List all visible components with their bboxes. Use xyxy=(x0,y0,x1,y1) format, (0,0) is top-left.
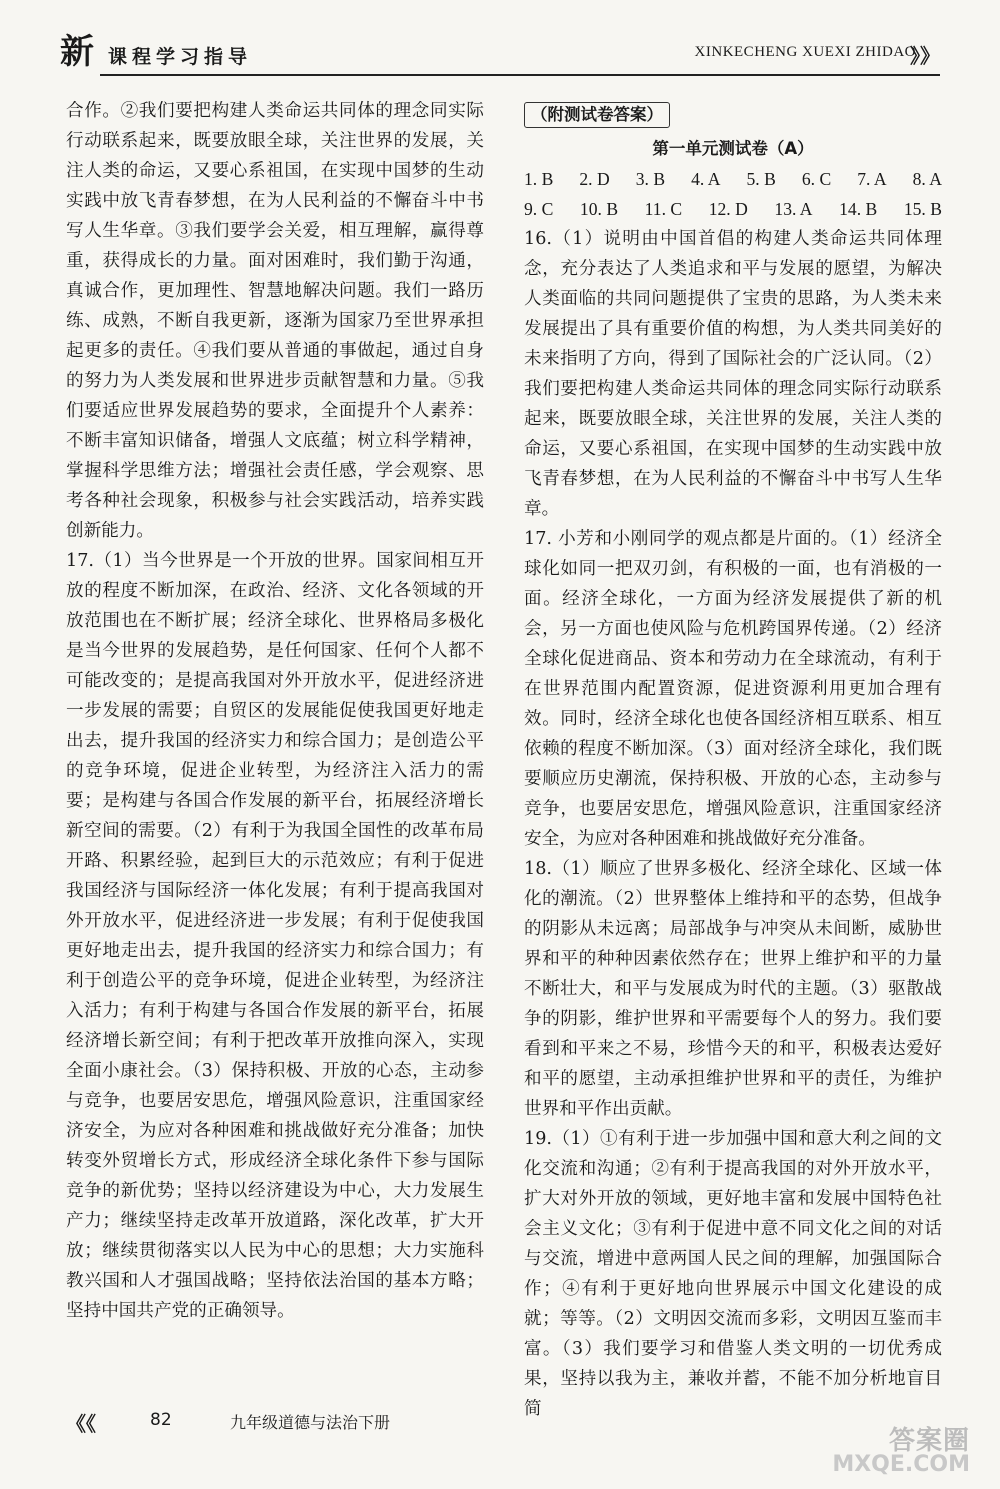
mc-answer: 12. D xyxy=(708,199,748,219)
watermark-logo: 答案圈 xyxy=(888,1426,970,1456)
right-paragraph: 18.（1）顺应了世界多极化、经济全球化、区域一体化的潮流。（2）世界整体上维持和平的态势，但战争的阴影从未远离；局部战争与冲突从未间断，威胁世界和平的种种因素依然存在；世界上维护和平的力量不断壮大，和平与发展成为时代的主题。（3）驱散战争的阴影，维护世界和平需要每个人的努力。我们要看到和平来之不易，珍惜今天的和平，积极表达爱好和平的愿望，主动承担维护世界和平的责任，为维护世界和平作出贡献。 xyxy=(524,859,942,1119)
mc-answer: 14. B xyxy=(839,199,878,219)
mc-answer: 8. A xyxy=(912,169,942,189)
mc-answer: 5. B xyxy=(746,169,776,189)
mc-answer: 4. A xyxy=(691,169,721,189)
page-footer xyxy=(66,1408,566,1438)
left-paragraph: 合作。②我们要把构建人类命运共同体的理念同实际行动联系起来，既要放眼全球，关注世界的发展，关注人类的命运，又要心系祖国，在实现中国梦的生动实践中放飞青春梦想，在为人民利益的不懈奋斗中书写人生华章。③我们要学会关爱，相互理解，赢得尊重，获得成长的力量。面对困难时，我们勤于沟通，真诚合作，更加理性、智慧地解决问题。我们一路历练、成熟，不断自我更新，逐渐为国家乃至世界承担起更多的责任。④我们要从普通的事做起，通过自身的努力为人类发展和世界进步贡献智慧和力量。⑤我们要适应世界发展趋势的要求，全面提升个人素养：不断丰富知识储备，增强人文底蕴；树立科学精神，掌握科学思维方法；增强社会责任感，学会观察、思考各种社会现象，积极参与社会实践活动，培养实践创新能力。 xyxy=(66,101,484,541)
appendix-title: （附测试卷答案） xyxy=(524,102,670,128)
mc-answer: 9. C xyxy=(524,199,554,219)
header-logo: 新 xyxy=(60,32,94,72)
right-paragraph: 17. 小芳和小刚同学的观点都是片面的。（1）经济全球化如同一把双刃剑，有积极的一面，也有消极的一面。经济全球化，一方面为经济发展提供了新的机会，另一方面也使风险与危机跨国界传递。（2）经济全球化促进商品、资本和劳动力在全球流动，有利于在世界范围内配置资源，促进资源利用更加合理有效。同时，经济全球化也使各国经济相互联系、相互依赖的程度不断加深。（3）面对经济全球化，我们既要顺应历史潮流，保持积极、开放的心态，主动参与竞争，也要居安思危，增强风险意识，注重国家经济安全，为应对各种困难和挑战做好充分准备。 xyxy=(524,529,942,849)
mc-answers-row xyxy=(524,194,942,224)
mc-answer: 3. B xyxy=(635,169,666,189)
mc-answer: 13. A xyxy=(774,199,813,219)
mc-answer: 2. D xyxy=(579,169,610,189)
right-paragraph: 16.（1）说明由中国首倡的构建人类命运共同体理念，充分表达了人类追求和平与发展的愿望，为解决人类面临的共同问题提供了宝贵的思路，为人类未来发展提出了具有重要价值的构想，为人类共同美好的未来指明了方向，得到了国际社会的广泛认同。（2）我们要把构建人类命运共同体的理念同实际行动联系起来，既要放眼全球，关注世界的发展，关注人类的命运，又要心系祖国，在实现中国梦的生动实践中放飞青春梦想，在为人民利益的不懈奋斗中书写人生华章。 xyxy=(524,229,942,519)
watermark-url: MXQE.COM xyxy=(832,1452,970,1477)
header-arrows-icon: 》》 xyxy=(910,44,940,68)
mc-answer: 15. B xyxy=(903,199,942,219)
left-paragraph: 17.（1）当今世界是一个开放的世界。国家间相互开放的程度不断加深，在政治、经济、文化各领域的开放范围也在不断扩展；经济全球化、世界格局多极化是当今世界的发展趋势，是任何国家、任何个人都不可能改变的；是提高我国对外开放水平，促进经济进一步发展的需要；自贸区的发展能促使我国更好地走出去，提升我国的经济实力和综合国力；是创造公平的竞争环境，促进企业转型，为经济注入活力的需要；是构建与各国合作发展的新平台，拓展经济增长新空间的需要。（2）有利于为我国全国性的改革布局开路、积累经验，起到巨大的示范效应；有利于促进我国经济与国际经济一体化发展；有利于提高我国对外开放水平，促进经济进一步发展；有利于促使我国更好地走出去，提升我国的经济实力和综合国力；有利于创造公平的竞争环境，促进企业转型，为经济注入活力；有利于构建与各国合作发展的新平台，拓展经济增长新空间；有利于把改革开放推向深入，实现全面小康社会。（3）保持积极、开放的心态，主动参与竞争，也要居安思危，增强风险意识，注重国家经济安全，为应对各种困难和挑战做好充分准备；加快转变外贸增长方式，形成经济全球化条件下参与国际竞争的新优势；坚持以经济建设为中心，大力发展生产力；继续坚持走改革开放道路，深化改革，扩大开放；继续贯彻落实以人民为中心的思想；大力实施科教兴国和人才强国战略；坚持依法治国的基本方略；坚持中国共产党的正确领导。 xyxy=(66,551,484,1321)
right-paragraph: 19.（1）①有利于进一步加强中国和意大利之间的文化交流和沟通；②有利于提高我国的对外开放水平，扩大对外开放的领域，更好地丰富和发展中国特色社会主义文化；③有利于促进中意不同文化之间的对话与交流，增进中意两国人民之间的理解，加强国际合作；④有利于更好地向世界展示中国文化建设的成就；等等。（2）文明因交流而多彩，文明因互鉴而丰富。（3）我们要学习和借鉴人类文明的一切优秀成果，坚持以我为主，兼收并蓄，不能不加分析地盲目简 xyxy=(524,1129,942,1419)
header-pinyin: XINKECHENG XUEXI ZHIDAO xyxy=(694,44,916,60)
header-rule xyxy=(100,74,940,76)
mc-answer: 6. C xyxy=(801,169,832,189)
section-title: 第一单元测试卷（A） xyxy=(652,139,814,158)
mc-answers-row xyxy=(524,164,942,194)
book-title: 九年级道德与法治下册 xyxy=(230,1413,391,1432)
header-title: 课程学习指导 xyxy=(108,46,253,68)
mc-answer: 7. A xyxy=(857,169,887,189)
left-column xyxy=(66,96,484,1326)
mc-answer: 11. C xyxy=(644,199,683,219)
mc-answer: 1. B xyxy=(524,169,554,189)
mc-answer: 10. B xyxy=(579,199,619,219)
page-number: 82 xyxy=(150,1410,172,1430)
footer-arrows-icon: 《《 xyxy=(66,1412,96,1436)
right-column xyxy=(524,96,942,1424)
page-header xyxy=(60,30,940,76)
